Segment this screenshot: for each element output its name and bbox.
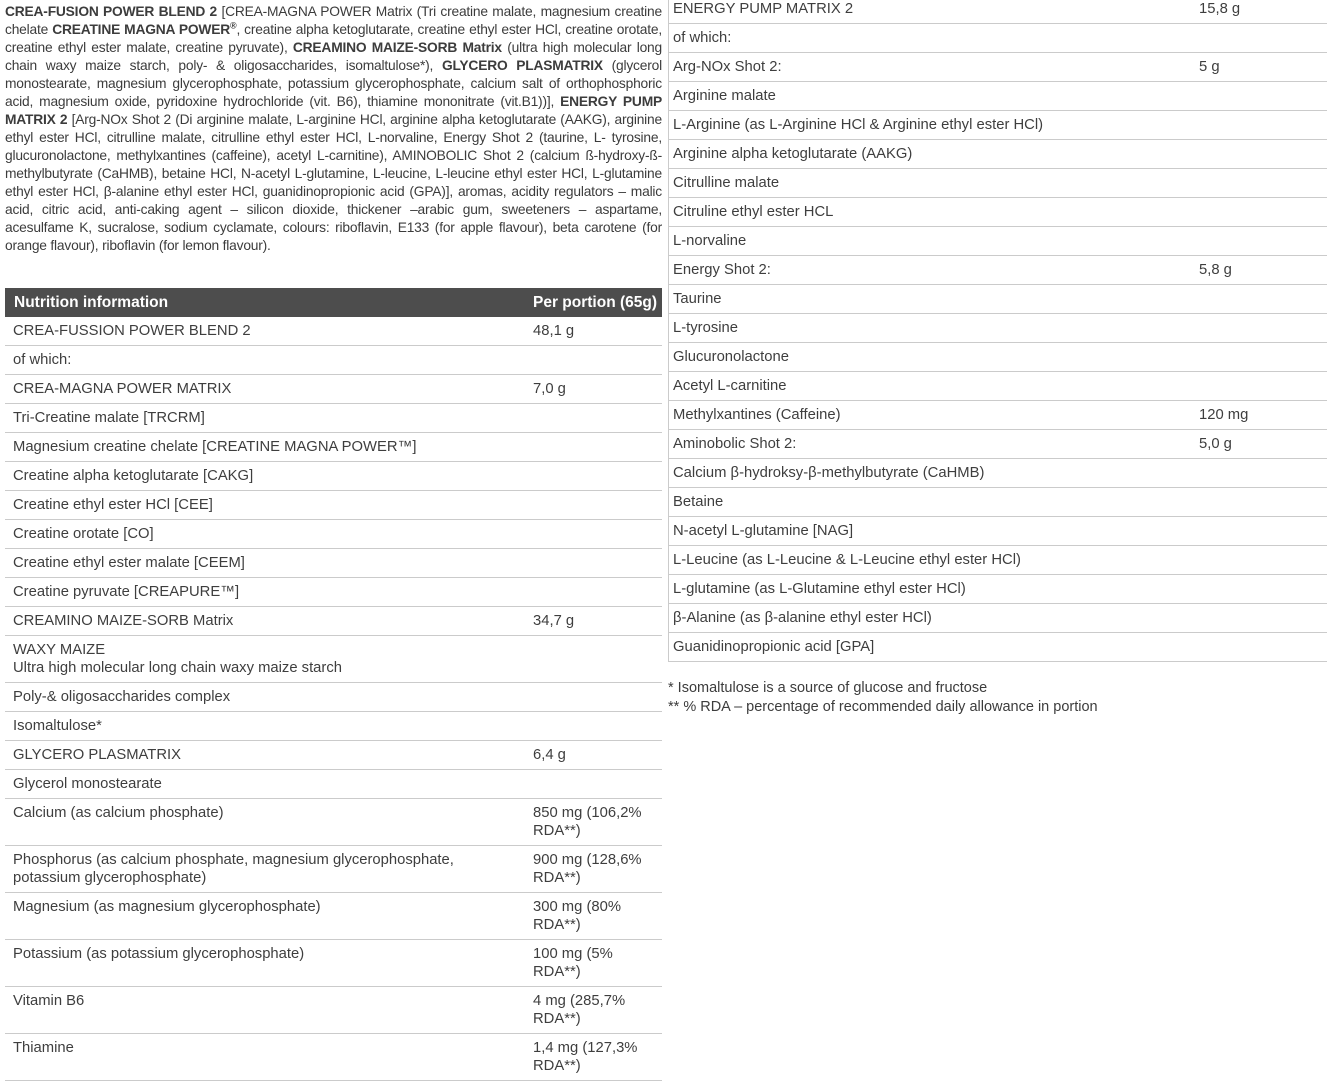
ingredients-segment: CREATINE MAGNA POWER <box>52 22 231 37</box>
ingredients-segment: (ultra high molecular long chain waxy maize starch, poly- & oligosaccharides, isomaltulose*), <box>5 40 662 73</box>
row-label: Isomaltulose* <box>13 718 102 734</box>
table-row <box>669 459 1327 488</box>
row-label: Creatine pyruvate [CREAPURE™] <box>13 584 240 600</box>
row-value <box>1199 464 1327 482</box>
row-value: 4 mg (285,7% RDA**) <box>533 993 626 1027</box>
table-row <box>669 0 1327 24</box>
footnote-rda: ** % RDA – percentage of recommended daily allowance in portion <box>668 698 1098 715</box>
row-value: 6,4 g <box>533 747 566 763</box>
row-value <box>1199 377 1327 395</box>
row-label: Methylxantines (Caffeine) <box>673 407 841 423</box>
left-table-rows <box>5 317 662 1081</box>
table-row <box>5 578 662 607</box>
table-row <box>669 314 1327 343</box>
right-column <box>668 0 1326 1081</box>
table-row <box>5 846 662 893</box>
row-label: of which: <box>673 30 732 46</box>
table-row <box>5 940 662 987</box>
row-label: GLYCERO PLASMATRIX <box>13 747 182 763</box>
table-row <box>669 256 1327 285</box>
table-row <box>5 636 662 683</box>
ingredients-segment: [Arg-NOx Shot 2 (Di arginine malate, L-arginine HCl, arginine alpha ketoglutarate (AAKG), arginine ethyl ester HCl, citrulline malate, citrulline ethyl ester HCl, L-norvaline, Energy Shot 2 (taurine, L- tyrosine, glucuronolactone, methylxantines (caffeine), acetyl L-carnitine), AMINOBOLIC Shot 2 (calcium ß-hydroxy-ß-methylbutyrate (CaHMB), betaine HCl, N-acetyl L-glutamine, L-leucine, L-leucine ethyl ester HCl, L-glutamine ethyl ester HCl, β-alanine ethyl ester HCl, guanidinopropionic acid (GPA)], aromas, acidity regulators – malic acid, citric acid, anti-caking agent – silicon dioxide, thickener –arabic gum, sweeteners – aspartame, acesulfame K, sucralose, sodium cyclamate, colours: riboflavin, E133 (for apple flavour), beta carotene (for orange flavour), riboflavin (for lemon flavour). <box>5 112 662 253</box>
row-label-line2: Ultra high molecular long chain waxy maize starch <box>13 660 342 676</box>
row-label: of which: <box>13 352 72 368</box>
row-label: L-norvaline <box>673 233 747 249</box>
table-row <box>5 607 662 636</box>
ingredients-segment: (glycerol monostearate, magnesium glycerophosphate, potassium glycerophosphate, calcium salt of orthophosphoric acid, magnesium oxide, pyridoxine hydrochloride (vit. B6), thiamine mononitrate (vit.B1))], <box>5 58 662 109</box>
row-label: Vitamin B6 <box>13 993 85 1009</box>
row-value <box>533 775 662 793</box>
row-label: Taurine <box>673 291 722 307</box>
row-value <box>1199 609 1327 627</box>
row-value <box>533 525 662 543</box>
row-value: 5 g <box>1199 59 1220 75</box>
row-label: Glucuronolactone <box>673 349 789 365</box>
row-label: L-Leucine (as L-Leucine & L-Leucine ethyl ester HCl) <box>673 552 1021 568</box>
row-label: CREA-FUSSION POWER BLEND 2 <box>13 323 251 339</box>
nutrition-table-right <box>668 0 1327 662</box>
row-value: 100 mg (5% RDA**) <box>533 946 613 980</box>
table-row <box>5 433 662 462</box>
row-value <box>1199 348 1327 366</box>
table-row <box>669 517 1327 546</box>
row-value: 15,8 g <box>1199 1 1241 17</box>
row-value <box>1199 203 1327 221</box>
row-value <box>533 409 662 427</box>
table-row <box>5 346 662 375</box>
ingredients-segment: , creatine alpha ketoglutarate, creatine ethyl ester HCl, creatine orotate, creatine ethyl ester malate, creatine pyruvate), <box>5 22 662 55</box>
table-row <box>5 491 662 520</box>
row-value <box>1199 29 1327 47</box>
table-row <box>5 741 662 770</box>
table-row <box>669 488 1327 517</box>
ingredients-segment: CREAMINO MAIZE-SORB Matrix <box>292 40 502 55</box>
table-row <box>5 893 662 940</box>
table-row <box>5 1034 662 1081</box>
row-value: 900 mg (128,6% RDA**) <box>533 852 642 886</box>
row-value <box>533 641 662 677</box>
table-row <box>669 198 1327 227</box>
row-value <box>1199 493 1327 511</box>
row-value <box>1199 116 1327 134</box>
row-label: Calcium (as calcium phosphate) <box>13 805 224 821</box>
row-label: Tri-Creatine malate [TRCRM] <box>13 410 205 426</box>
row-label: CREAMINO MAIZE-SORB Matrix <box>13 613 234 629</box>
row-value: 850 mg (106,2% RDA**) <box>533 805 642 839</box>
table-row <box>669 24 1327 53</box>
table-row <box>669 285 1327 314</box>
row-label: Betaine <box>673 494 724 510</box>
row-value: 48,1 g <box>533 323 575 339</box>
row-value <box>1199 232 1327 250</box>
row-value: 34,7 g <box>533 613 575 629</box>
row-label: Acetyl L-carnitine <box>673 378 787 394</box>
right-table-rows <box>669 0 1327 662</box>
nutrition-table-header <box>5 288 662 317</box>
row-label: Aminobolic Shot 2: <box>673 436 797 452</box>
row-label: Magnesium (as magnesium glycerophosphate) <box>13 899 321 915</box>
table-row <box>5 799 662 846</box>
row-value <box>533 717 662 735</box>
row-value <box>1199 290 1327 308</box>
table-row <box>669 575 1327 604</box>
row-label: Thiamine <box>13 1040 74 1056</box>
ingredients-segment: ® <box>230 20 237 31</box>
row-label: Phosphorus (as calcium phosphate, magnesium glycerophosphate, potassium glycerophosphate) <box>13 852 454 886</box>
table-row <box>669 401 1327 430</box>
row-value <box>533 583 662 601</box>
ingredients-segment: ENERGY PUMP MATRIX 2 <box>5 94 662 127</box>
table-row <box>669 82 1327 111</box>
row-label: CREA-MAGNA POWER MATRIX <box>13 381 232 397</box>
row-label: Creatine ethyl ester malate [CEEM] <box>13 555 245 571</box>
row-label: Magnesium creatine chelate [CREATINE MAGNA POWER™] <box>13 439 417 455</box>
row-value <box>1199 87 1327 105</box>
table-row <box>5 683 662 712</box>
portion-header: Per portion (65g) <box>533 293 658 311</box>
row-label: Energy Shot 2: <box>673 262 771 278</box>
row-label: Creatine orotate [CO] <box>13 526 154 542</box>
table-row <box>5 520 662 549</box>
ingredients-segment: GLYCERO PLASMATRIX <box>441 58 603 73</box>
table-row <box>5 317 662 346</box>
table-title: Nutrition information <box>14 293 169 311</box>
table-row <box>5 462 662 491</box>
ingredients-paragraph <box>5 3 662 288</box>
table-row <box>669 227 1327 256</box>
table-row <box>669 430 1327 459</box>
row-value <box>533 496 662 514</box>
table-row <box>669 633 1327 662</box>
row-label: Creatine ethyl ester HCl [CEE] <box>13 497 213 513</box>
row-value <box>533 554 662 572</box>
row-label: Poly-& oligosaccharides complex <box>13 689 231 705</box>
footnotes <box>668 679 1326 716</box>
row-value: 5,0 g <box>1199 436 1232 452</box>
row-value <box>1199 174 1327 192</box>
row-label: ENERGY PUMP MATRIX 2 <box>673 1 854 17</box>
row-value <box>1199 551 1327 569</box>
row-label: Citrulline malate <box>673 175 780 191</box>
row-value <box>1199 580 1327 598</box>
row-value <box>1199 145 1327 163</box>
table-row <box>669 343 1327 372</box>
table-row <box>669 53 1327 82</box>
row-value <box>533 467 662 485</box>
row-value <box>1199 319 1327 337</box>
row-value <box>1199 638 1327 656</box>
nutrition-table-left <box>5 288 662 1081</box>
table-row <box>669 546 1327 575</box>
row-value: 120 mg <box>1199 407 1249 423</box>
table-row <box>5 404 662 433</box>
row-label: Calcium β-hydroksy-β-methylbutyrate (CaHMB) <box>673 465 985 481</box>
ingredients-segment: [CREA-MAGNA POWER Matrix (Tri creatine malate, magnesium creatine chelate <box>5 4 662 37</box>
table-row <box>669 372 1327 401</box>
table-row <box>669 111 1327 140</box>
row-label: Arginine alpha ketoglutarate (AAKG) <box>673 146 913 162</box>
row-label: Arginine malate <box>673 88 776 104</box>
row-label: Potassium (as potassium glycerophosphate) <box>13 946 305 962</box>
row-value <box>533 688 662 706</box>
table-row <box>5 770 662 799</box>
row-label: L-glutamine (as L-Glutamine ethyl ester HCl) <box>673 581 966 597</box>
row-label: Glycerol monostearate <box>13 776 162 792</box>
row-value <box>1199 522 1327 540</box>
row-value <box>533 351 662 369</box>
row-label: Creatine alpha ketoglutarate [CAKG] <box>13 468 254 484</box>
row-label: WAXY MAIZE Ultra high molecular long chain waxy maize starch <box>13 642 342 676</box>
table-row <box>669 169 1327 198</box>
table-row <box>5 549 662 578</box>
row-value: 1,4 mg (127,3% RDA**) <box>533 1040 638 1074</box>
row-label: Guanidinopropionic acid [GPA] <box>673 639 875 655</box>
table-row <box>5 712 662 741</box>
table-row <box>5 375 662 404</box>
footnote-isomaltulose: * Isomaltulose is a source of glucose and fructose <box>668 680 988 696</box>
table-row <box>669 140 1327 169</box>
row-label: L-tyrosine <box>673 320 738 336</box>
row-value: 7,0 g <box>533 381 566 397</box>
row-label: Citruline ethyl ester HCL <box>673 204 834 220</box>
table-row <box>669 604 1327 633</box>
row-label: L-Arginine (as L-Arginine HCl & Arginine ethyl ester HCl) <box>673 117 1044 133</box>
row-value: 300 mg (80% RDA**) <box>533 899 622 933</box>
row-label: Arg-NOx Shot 2: <box>673 59 782 75</box>
left-column <box>5 0 662 1081</box>
row-label: β-Alanine (as β-alanine ethyl ester HCl) <box>673 610 932 626</box>
table-row <box>5 987 662 1034</box>
row-value: 5,8 g <box>1199 262 1232 278</box>
row-value <box>533 438 662 456</box>
row-label: N-acetyl L-glutamine [NAG] <box>673 523 854 539</box>
ingredients-segment: CREA-FUSION POWER BLEND 2 <box>5 4 218 19</box>
